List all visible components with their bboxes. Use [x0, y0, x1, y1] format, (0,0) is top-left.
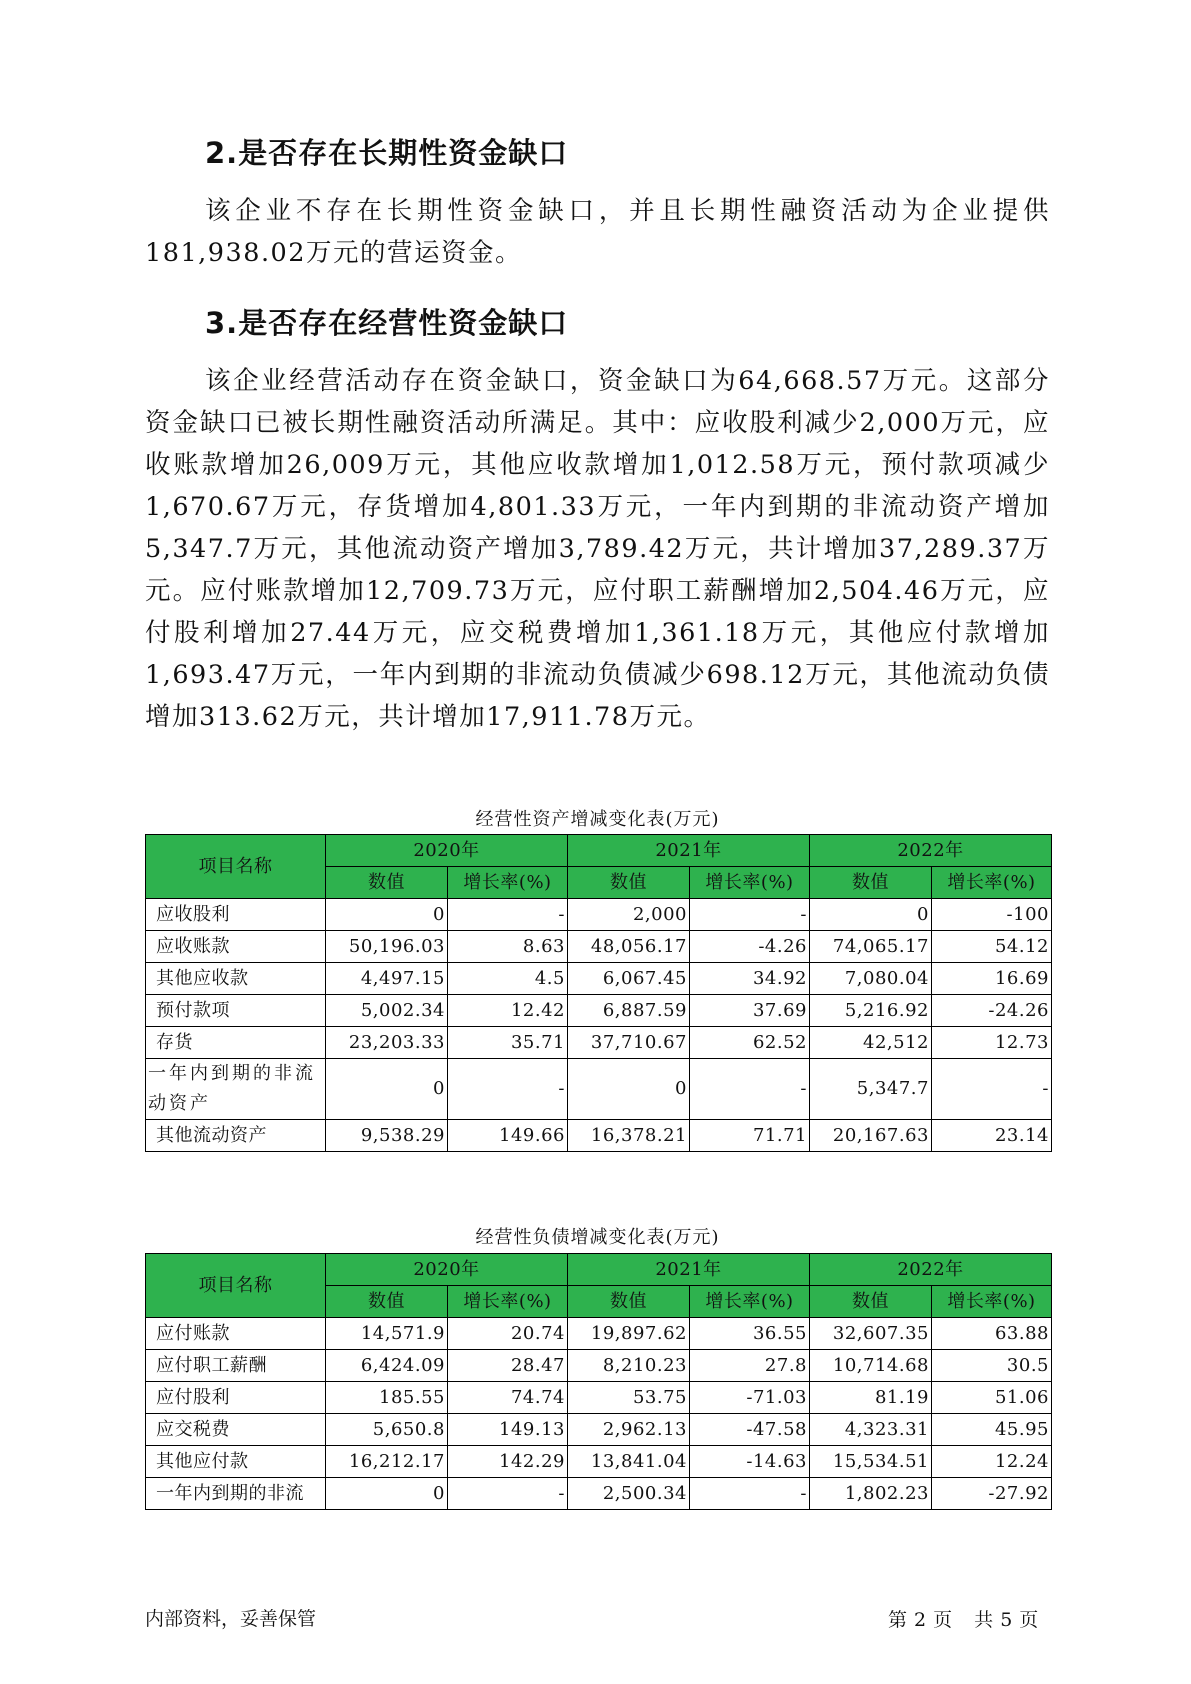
value-cell: 2,500.34	[568, 1478, 690, 1510]
value-cell: 185.55	[326, 1382, 448, 1414]
row-label: 其他应付款	[146, 1446, 326, 1478]
growth-rate-cell: 142.29	[448, 1446, 568, 1478]
liabilities-header-rate: 增长率(%)	[448, 1286, 568, 1318]
table-row	[146, 1446, 1052, 1478]
growth-rate-cell: -27.92	[932, 1478, 1052, 1510]
growth-rate-cell: 12.73	[932, 1027, 1052, 1059]
row-label: 预付款项	[146, 995, 326, 1027]
table-row	[146, 963, 1052, 995]
growth-rate-cell: 34.92	[690, 963, 810, 995]
assets-header-value: 数值	[810, 867, 932, 899]
row-label: 存货	[146, 1027, 326, 1059]
growth-rate-cell: -	[932, 1059, 1052, 1120]
value-cell: 2,962.13	[568, 1414, 690, 1446]
total-unit: 页	[1019, 1609, 1040, 1631]
value-cell: 42,512	[810, 1027, 932, 1059]
row-label: 应交税费	[146, 1414, 326, 1446]
growth-rate-cell: 23.14	[932, 1120, 1052, 1152]
assets-header-year-2020: 2020年	[326, 835, 568, 867]
page-prefix: 第	[888, 1609, 909, 1631]
growth-rate-cell: 51.06	[932, 1382, 1052, 1414]
growth-rate-cell: -47.58	[690, 1414, 810, 1446]
assets-header-rate: 增长率(%)	[448, 867, 568, 899]
assets-header-rate: 增长率(%)	[932, 867, 1052, 899]
value-cell: 0	[810, 899, 932, 931]
liabilities-header-year-2021: 2021年	[568, 1254, 810, 1286]
value-cell: 37,710.67	[568, 1027, 690, 1059]
value-cell: 7,080.04	[810, 963, 932, 995]
assets-table-caption: 经营性资产增减变化表(万元)	[475, 809, 720, 830]
section-2-paragraph: 该企业不存在长期性资金缺口，并且长期性融资活动为企业提供181,938.02万元的营运资金。	[145, 196, 1050, 268]
growth-rate-cell: -71.03	[690, 1382, 810, 1414]
table-row	[146, 1478, 1052, 1510]
row-label: 一年内到期的非流	[146, 1478, 326, 1510]
growth-rate-cell: 54.12	[932, 931, 1052, 963]
table-row	[146, 931, 1052, 963]
assets-header-row-years	[146, 835, 1052, 867]
table-row	[146, 1027, 1052, 1059]
growth-rate-cell: -	[448, 899, 568, 931]
section-3-heading: 3.是否存在经营性资金缺口	[205, 306, 569, 340]
table-row	[146, 1059, 1052, 1120]
row-label: 应付股利	[146, 1382, 326, 1414]
value-cell: 5,650.8	[326, 1414, 448, 1446]
growth-rate-cell: 12.42	[448, 995, 568, 1027]
liabilities-header-value: 数值	[568, 1286, 690, 1318]
assets-table-body	[146, 835, 1052, 1152]
value-cell: 0	[568, 1059, 690, 1120]
table-row	[146, 899, 1052, 931]
growth-rate-cell: 45.95	[932, 1414, 1052, 1446]
growth-rate-cell: 74.74	[448, 1382, 568, 1414]
liabilities-header-value: 数值	[810, 1286, 932, 1318]
value-cell: 16,378.21	[568, 1120, 690, 1152]
growth-rate-cell: 149.66	[448, 1120, 568, 1152]
value-cell: 6,067.45	[568, 963, 690, 995]
liabilities-header-year-2022: 2022年	[810, 1254, 1052, 1286]
table-row	[146, 1318, 1052, 1350]
value-cell: 10,714.68	[810, 1350, 932, 1382]
assets-header-value: 数值	[568, 867, 690, 899]
liabilities-header-item: 项目名称	[146, 1254, 326, 1318]
growth-rate-cell: 8.63	[448, 931, 568, 963]
row-label: 其他应收款	[146, 963, 326, 995]
assets-header-item: 项目名称	[146, 835, 326, 899]
value-cell: 4,323.31	[810, 1414, 932, 1446]
growth-rate-cell: 149.13	[448, 1414, 568, 1446]
growth-rate-cell: -4.26	[690, 931, 810, 963]
value-cell: 50,196.03	[326, 931, 448, 963]
value-cell: 19,897.62	[568, 1318, 690, 1350]
assets-header-rate: 增长率(%)	[690, 867, 810, 899]
value-cell: 5,002.34	[326, 995, 448, 1027]
table-row	[146, 1382, 1052, 1414]
assets-header-value: 数值	[326, 867, 448, 899]
page-total: 5	[1000, 1609, 1014, 1631]
value-cell: 15,534.51	[810, 1446, 932, 1478]
section-3-paragraph: 该企业经营活动存在资金缺口，资金缺口为64,668.57万元。这部分资金缺口已被长期性融资活动所满足。其中：应收股利减少2,000万元，应收账款增加26,009万元，其他应收款增加1,012.58万元，预付款项减少1,670.67万元，存货增加4,801.33万元，一年内到期的非流动资产增加5,347.7万元，其他流动资产增加3,789.42万元，共计增加37,289.37万元。应付账款增加12,709.73万元，应付职工薪酬增加2,504.46万元，应付股利增加27.44万元，应交税费增加1,361.18万元，其他应付款增加1,693.47万元，一年内到期的非流动负债减少698.12万元，其他流动负债增加313.62万元，共计增加17,911.78万元。	[145, 366, 1050, 732]
growth-rate-cell: 16.69	[932, 963, 1052, 995]
growth-rate-cell: 27.8	[690, 1350, 810, 1382]
growth-rate-cell: -24.26	[932, 995, 1052, 1027]
growth-rate-cell: 71.71	[690, 1120, 810, 1152]
growth-rate-cell: 37.69	[690, 995, 810, 1027]
value-cell: 5,216.92	[810, 995, 932, 1027]
liabilities-table	[145, 1253, 1052, 1510]
value-cell: 1,802.23	[810, 1478, 932, 1510]
page-unit: 页	[933, 1609, 954, 1631]
growth-rate-cell: 20.74	[448, 1318, 568, 1350]
row-label: 其他流动资产	[146, 1120, 326, 1152]
growth-rate-cell: -	[690, 1059, 810, 1120]
value-cell: 81.19	[810, 1382, 932, 1414]
total-prefix: 共	[974, 1609, 995, 1631]
growth-rate-cell: 30.5	[932, 1350, 1052, 1382]
value-cell: 13,841.04	[568, 1446, 690, 1478]
value-cell: 23,203.33	[326, 1027, 448, 1059]
value-cell: 14,571.9	[326, 1318, 448, 1350]
growth-rate-cell: -100	[932, 899, 1052, 931]
liabilities-table-caption: 经营性负债增减变化表(万元)	[475, 1227, 720, 1248]
value-cell: 4,497.15	[326, 963, 448, 995]
footer-confidential-note: 内部资料，妥善保管	[145, 1608, 317, 1630]
value-cell: 20,167.63	[810, 1120, 932, 1152]
table-row	[146, 1350, 1052, 1382]
growth-rate-cell: 35.71	[448, 1027, 568, 1059]
liabilities-table-body	[146, 1254, 1052, 1510]
growth-rate-cell: -	[448, 1059, 568, 1120]
value-cell: 53.75	[568, 1382, 690, 1414]
assets-header-year-2022: 2022年	[810, 835, 1052, 867]
table-row	[146, 1120, 1052, 1152]
value-cell: 5,347.7	[810, 1059, 932, 1120]
table-row	[146, 1414, 1052, 1446]
liabilities-header-year-2020: 2020年	[326, 1254, 568, 1286]
value-cell: 8,210.23	[568, 1350, 690, 1382]
liabilities-header-rate: 增长率(%)	[932, 1286, 1052, 1318]
growth-rate-cell: 28.47	[448, 1350, 568, 1382]
value-cell: 6,887.59	[568, 995, 690, 1027]
row-label: 应付职工薪酬	[146, 1350, 326, 1382]
growth-rate-cell: -	[690, 899, 810, 931]
value-cell: 0	[326, 1478, 448, 1510]
liabilities-header-rate: 增长率(%)	[690, 1286, 810, 1318]
row-label: 应收股利	[146, 899, 326, 931]
growth-rate-cell: -14.63	[690, 1446, 810, 1478]
assets-header-year-2021: 2021年	[568, 835, 810, 867]
page-current: 2	[914, 1609, 928, 1631]
growth-rate-cell: 36.55	[690, 1318, 810, 1350]
value-cell: 0	[326, 1059, 448, 1120]
value-cell: 2,000	[568, 899, 690, 931]
growth-rate-cell: 62.52	[690, 1027, 810, 1059]
table-row	[146, 995, 1052, 1027]
assets-table	[145, 834, 1052, 1152]
value-cell: 74,065.17	[810, 931, 932, 963]
section-2-heading: 2.是否存在长期性资金缺口	[205, 136, 569, 170]
row-label: 应付账款	[146, 1318, 326, 1350]
growth-rate-cell: -	[448, 1478, 568, 1510]
footer-page-number	[888, 1605, 1045, 1632]
liabilities-header-row-years	[146, 1254, 1052, 1286]
growth-rate-cell: 63.88	[932, 1318, 1052, 1350]
value-cell: 6,424.09	[326, 1350, 448, 1382]
row-label: 一年内到期的非流动资产	[146, 1059, 326, 1120]
growth-rate-cell: 12.24	[932, 1446, 1052, 1478]
value-cell: 0	[326, 899, 448, 931]
value-cell: 48,056.17	[568, 931, 690, 963]
growth-rate-cell: -	[690, 1478, 810, 1510]
value-cell: 32,607.35	[810, 1318, 932, 1350]
value-cell: 16,212.17	[326, 1446, 448, 1478]
row-label: 应收账款	[146, 931, 326, 963]
growth-rate-cell: 4.5	[448, 963, 568, 995]
liabilities-header-value: 数值	[326, 1286, 448, 1318]
value-cell: 9,538.29	[326, 1120, 448, 1152]
